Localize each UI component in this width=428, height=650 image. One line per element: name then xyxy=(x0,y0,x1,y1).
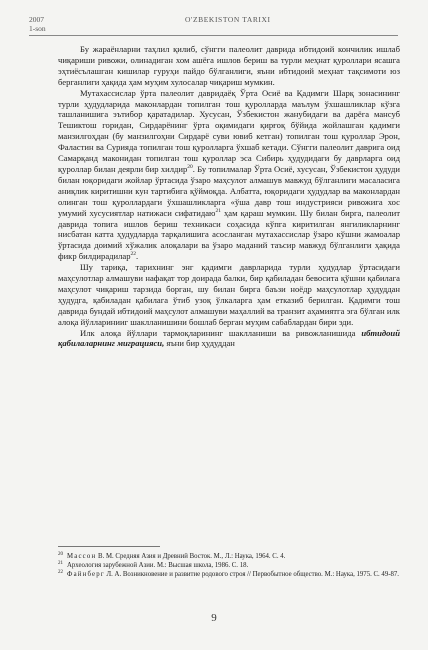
paragraph-4-post: яъни бир ҳудуддан xyxy=(164,338,235,349)
footnote-number: 21 xyxy=(58,560,63,566)
paragraph-4-emphasis: ибтидоий қабилаларнинг миграцияси, xyxy=(58,327,400,349)
header-left xyxy=(29,15,46,33)
footnote-21 xyxy=(58,561,400,570)
paragraph-2-part-b: . Бу топилмалар Ўрта Осиё, хусусан, Ўзбекистон ҳудуди билан юқоридаги жойлар ўртасида ўзаро маҳсулот алмашув мавжуд бўлганлиги масаласига аниқлик киритишни кун тартибига қўймоқда. Албатта, юқоридаги ҳудудлар ва маконлардан олинган тош қуроллардаги ўхшашликларга «ўша давр тош индустрияси ривожига хос умумий хусусиятлар натижаси сифатидаю xyxy=(58,163,400,218)
article-body xyxy=(58,44,400,349)
paragraph-2-part-a: Мутахассислар ўрта палеолит давридаёқ Ўрта Осиё ва Қадимги Шарқ зонасининг турли ҳудудларида маконлардан топилган тош қуролларда маълум ўхшашликлар кўзга ташланишига эътибор қаратадилар. Хусусан, Ўзбекистон жанубидаги ва дарёга мансуб Тешиктош горидан, Сирдарёнинг ўрта оқимидаги қирғоқ бўйида жойлашган қадимги манзилгоҳдан (бу манзилгоҳни Сирдарё суви ювиб кетган) топилган тош қуроллар Эрон, Фаластин ва Сурияда топилган тош қуролларга ўхшаб кетади. Сўнгги палеолит даврига оид Самарқанд маконидан топилган тош қуроллар эса Сибирь ҳудудидаги бу даврларга оид қуроллар билан деярли бир хилдир xyxy=(58,87,400,174)
header-year: 2007 xyxy=(29,15,44,24)
paragraph-2-part-c: ҳам қараш мумкин. Шу билан бирга, палеолит даврида топига ишлов бериш техникаси соҳасида кўпга киритилган янгиликларнинг нисбатан катта ҳудудларда тарқалишига асосланган мутахассислар ўзаро кўшни жамоалар ўртасида доимий хўжалик алоқалари ва ўзаро маданий таъсир мавжуд бўлганлиги ҳақида фикр билдирадилар xyxy=(58,207,400,262)
paragraph-1: Бу жараёнларни таҳлил қилиб, сўнгги палеолит даврида ибтидоий кончилик ишлаб чиқариши ривожи, олинадиган хом ашёга ишлов бериш ва турли меҳнат қуроллари ясашга эҳтиёсълашган кишилар гуруҳи пайдо бўлганлиги, яъни ибтидоий меҳнат тақсимоти юз берганлиги ҳақида ҳам муҳим хулосалар чиқариш мумкин. xyxy=(58,44,400,87)
paragraph-2 xyxy=(58,88,400,263)
footnote-22 xyxy=(58,570,400,579)
page-number: 9 xyxy=(211,612,217,624)
paragraph-2-part-d: . xyxy=(136,251,139,262)
footnote-text: В. М. Средняя Азия и Древний Восток. М., Л.: Наука, 1964. С. 4. xyxy=(96,553,286,560)
footnote-ref-22[interactable]: 22 xyxy=(130,251,137,258)
footnote-author: Файнберг xyxy=(67,571,105,579)
footnote-ref-21[interactable]: 21 xyxy=(215,207,221,214)
footnote-20 xyxy=(58,552,400,561)
paragraph-4-pre: Илк алоқа йўллари тармоқларининг шаклланиши ва ривожланишида xyxy=(80,327,362,338)
footnotes xyxy=(58,552,400,580)
footnote-ref-20[interactable]: 20 xyxy=(187,164,193,171)
footnote-author: Массон xyxy=(67,553,97,560)
footnote-text: Археология зарубежной Азии. М.: Высшая школа, 1986. С. 18. xyxy=(67,562,249,570)
paragraph-4 xyxy=(58,328,400,350)
header-issue: 1-son xyxy=(29,24,46,33)
footnote-number: 22 xyxy=(58,570,63,576)
paragraph-3: Шу тариқа, тарихнинг энг қадимги даврларида турли ҳудудлар ўртасидаги маҳсулотлар алмашуви нафақат тор доирада балки, бир қабиладан бевосита қўшни қабилага маҳсулот чиқариш тарзида борган, шу билан бирга баъзи ноёдр маҳсулотлар ҳудуддан ҳудудга, қабиладан қабилага ўтиб узоқ ўлкаларга ҳам етказиб берилган. Қадимги тош даврида бундай ибтидоий маҳсулот алмашуви маҳаллий ва транзит аҳамиятга эга бўлган илк алоқа йўлларинииг шаклланишини бошлаб берган муҳим сабаблардан бири эди. xyxy=(58,262,400,327)
journal-title: O'ZBEKISTON TARIXI xyxy=(185,15,271,24)
footnote-number: 20 xyxy=(58,551,63,557)
footnote-divider xyxy=(58,546,160,547)
footnote-text: Л. А. Возникновение и развитие родового строя // Первобытное общество. М.: Наука, 1975. С. 49-87. xyxy=(104,571,399,579)
header-divider xyxy=(29,35,398,36)
